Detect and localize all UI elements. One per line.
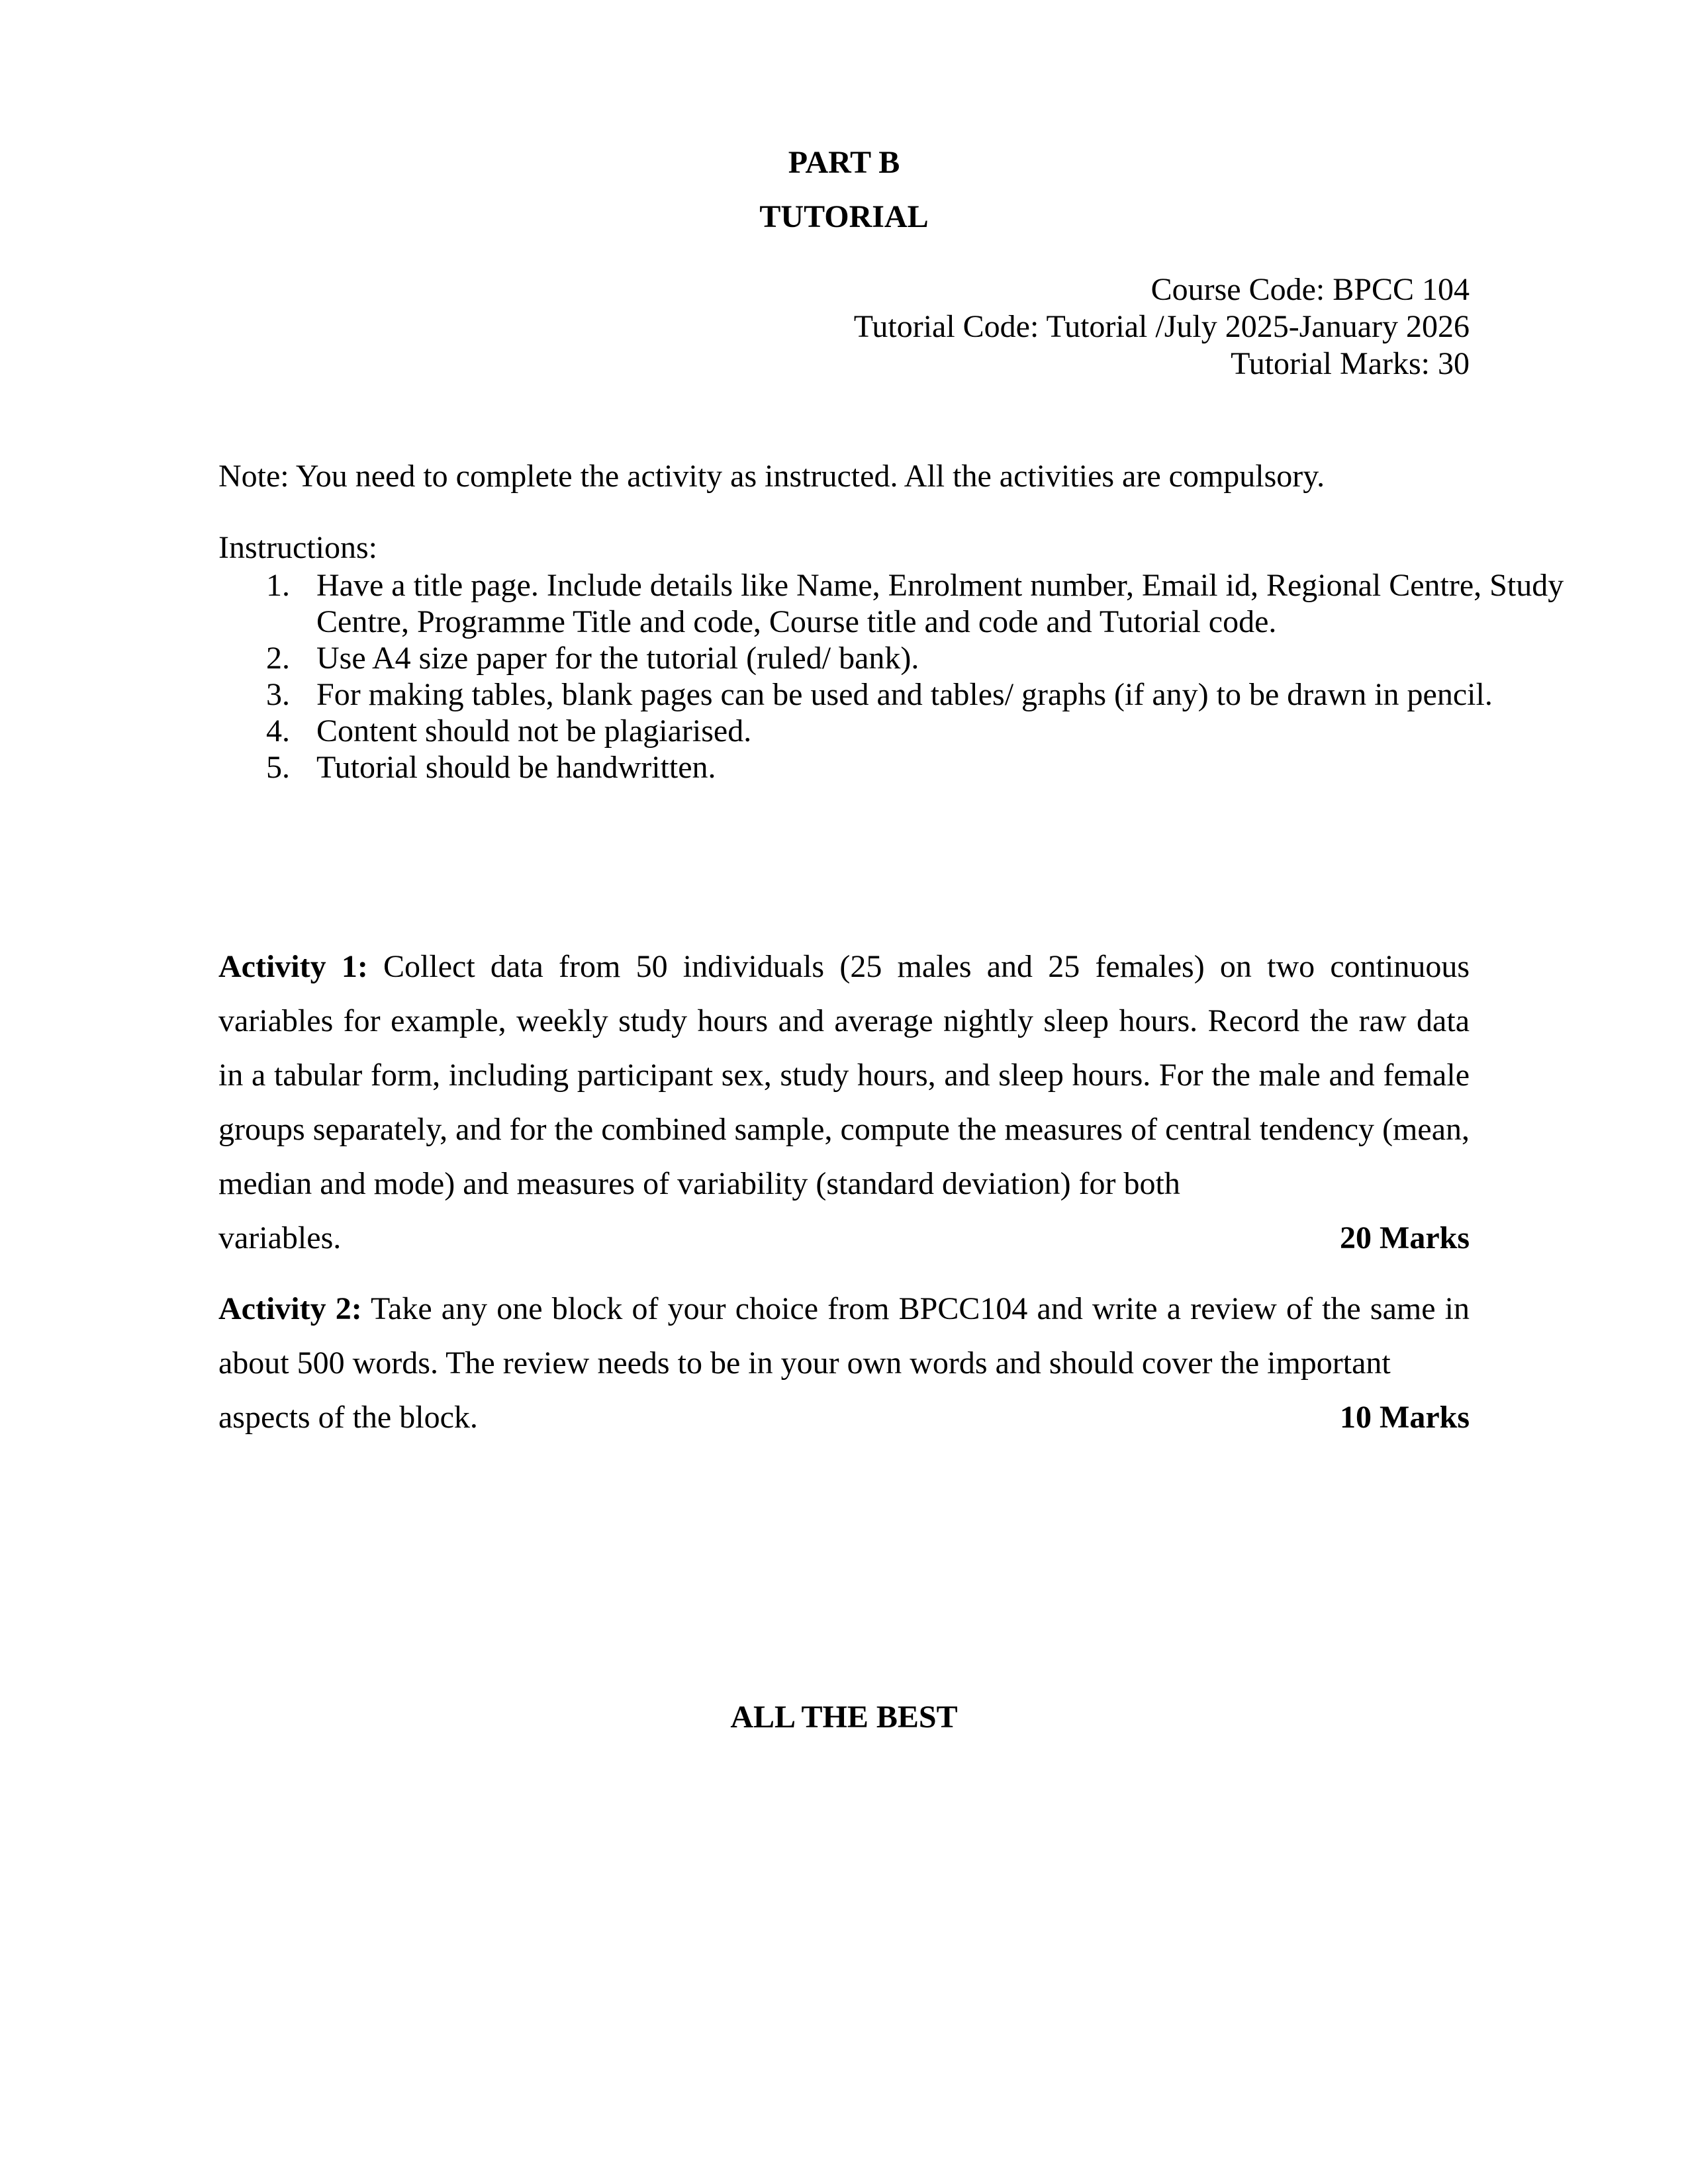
instruction-item — [218, 640, 1574, 676]
course-meta-block — [854, 271, 1470, 383]
instruction-number: 3. — [266, 677, 290, 712]
activity-body — [218, 1282, 1470, 1390]
instruction-item — [218, 749, 1574, 786]
instructions-label: Instructions: — [218, 530, 377, 565]
instruction-number: 1. — [266, 568, 290, 603]
instruction-number: 4. — [266, 713, 290, 749]
activity-1 — [218, 940, 1470, 1265]
part-heading: PART B — [788, 145, 900, 180]
instruction-text: Tutorial should be handwritten. — [316, 750, 716, 785]
instruction-number: 2. — [266, 641, 290, 676]
note-text: Note: You need to complete the activity as instructed. All the activities are compulsory. — [218, 459, 1325, 494]
activity-text: Collect data from 50 individuals (25 males and 25 females) on two continuous variables for example, weekly study hours and average nightly sleep hours. Record the raw data in a tabular form, including participant sex, study hours, and sleep hours. For the male and female groups separately, and for the combined sample, compute the measures of central tendency (mean, median and mode) and measures of variability (standard deviation) for both — [218, 949, 1470, 1201]
activity-label: Activity 2: — [218, 1291, 362, 1326]
instruction-number: 5. — [266, 750, 290, 785]
instruction-item — [218, 713, 1574, 749]
activity-text: Take any one block of your choice from BPCC104 and write a review of the same in about 500 words. The review needs to be in your own words and should cover the important — [218, 1291, 1470, 1381]
activity-last-line: variables. — [218, 1220, 342, 1255]
instruction-item — [218, 676, 1574, 713]
instruction-text: Use A4 size paper for the tutorial (ruled/ bank). — [316, 641, 919, 676]
course-code: Course Code: BPCC 104 — [1150, 272, 1470, 307]
instruction-item — [218, 567, 1574, 640]
activity-marks: 20 Marks — [1340, 1220, 1470, 1255]
activity-marks: 10 Marks — [1340, 1400, 1470, 1435]
tutorial-marks: Tutorial Marks: 30 — [1231, 346, 1470, 381]
activity-marks-line — [218, 1211, 1470, 1265]
instruction-text: Have a title page. Include details like Name, Enrolment number, Email id, Regional Centre, Study Centre, Programme Title and code, Course title and code and Tutorial code. — [316, 568, 1564, 639]
page-title: TUTORIAL — [759, 199, 929, 234]
instructions-list — [218, 567, 1564, 786]
activity-body — [218, 940, 1470, 1211]
activity-2 — [218, 1282, 1470, 1445]
closing-text: ALL THE BEST — [730, 1700, 958, 1735]
instruction-text: For making tables, blank pages can be used and tables/ graphs (if any) to be drawn in pencil. — [316, 677, 1493, 712]
tutorial-code: Tutorial Code: Tutorial /July 2025-January 2026 — [853, 309, 1470, 344]
activity-label: Activity 1: — [218, 949, 368, 984]
activity-last-line: aspects of the block. — [218, 1400, 478, 1435]
instructions-section — [218, 529, 1564, 786]
instruction-text: Content should not be plagiarised. — [316, 713, 752, 749]
activity-marks-line — [218, 1390, 1470, 1445]
